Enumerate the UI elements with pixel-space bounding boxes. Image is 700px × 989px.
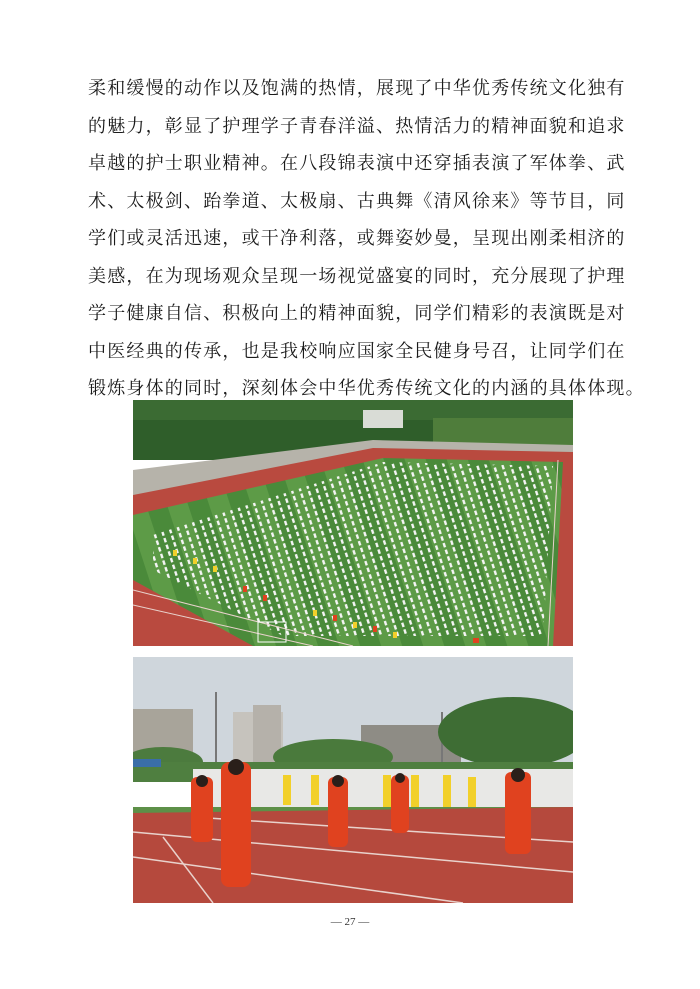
aerial-field-illustration — [133, 400, 573, 646]
article-body — [88, 70, 648, 408]
photo-aerial-field-performance — [133, 400, 573, 646]
article-line: 学子健康自信、积极向上的精神面貌，同学们精彩的表演既是对 — [88, 303, 626, 324]
article-line: 锻炼身体的同时，深刻体会中华优秀传统文化的内涵的具体体现。 — [88, 378, 645, 399]
article-line: 柔和缓慢的动作以及饱满的热情，展现了中华优秀传统文化独有 — [88, 78, 626, 99]
article-line: 美感，在为现场观众呈现一场视觉盛宴的同时，充分展现了护理 — [88, 265, 626, 287]
photo-track-performance — [133, 657, 573, 903]
article-line: 学们或灵活迅速，或干净利落，或舞姿妙曼，呈现出刚柔相济的 — [88, 228, 626, 249]
article-line: 卓越的护士职业精神。在八段锦表演中还穿插表演了军体拳、武 — [88, 153, 626, 174]
article-line: 的魅力，彰显了护理学子青春洋溢、热情活力的精神面貌和追求 — [88, 115, 626, 137]
article-line: 中医经典的传承，也是我校响应国家全民健身号召，让同学们在 — [88, 340, 626, 362]
article-line: 术、太极剑、跆拳道、太极扇、古典舞《清风徐来》等节目，同 — [88, 190, 626, 212]
track-performers-illustration — [133, 657, 573, 903]
page-number: — 27 — — [330, 916, 370, 928]
